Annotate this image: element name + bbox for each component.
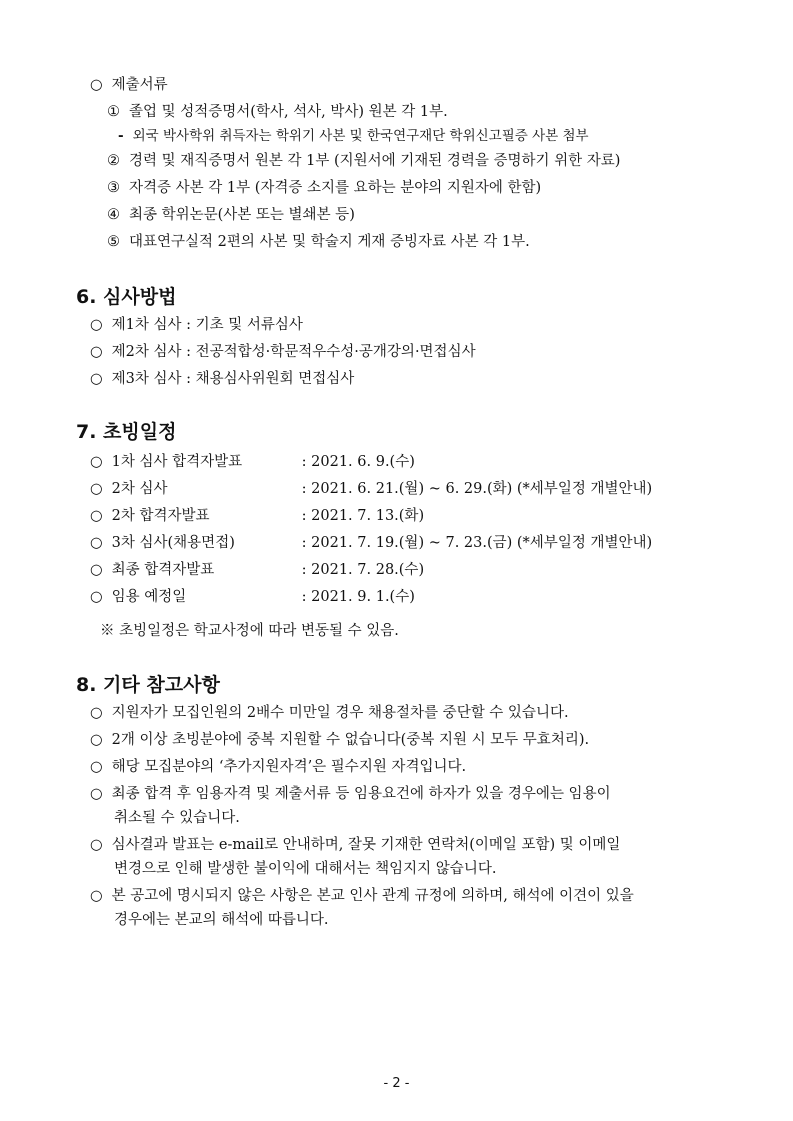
docs-item: ④ 최종 학위논문(사본 또는 별쇄본 등) xyxy=(107,207,355,223)
circle-bullet-icon: ○ xyxy=(90,481,103,497)
docs-header: ○ 제출서류 xyxy=(90,77,168,93)
sec8-item-continuation: 취소될 수 있습니다. xyxy=(114,810,240,826)
sec6-item: ○ 제3차 심사 : 채용심사위원회 면접심사 xyxy=(90,371,355,387)
circle-bullet-icon: ○ xyxy=(90,732,103,748)
circle-bullet-icon: ○ xyxy=(90,344,103,360)
schedule-row: ○ 최종 합격자발표 : 2021. 7. 28.(수) xyxy=(90,562,425,578)
sec8-item-continuation: 변경으로 인해 발생한 불이익에 대해서는 책임지지 않습니다. xyxy=(114,861,497,877)
docs-item: ① 졸업 및 성적증명서(학사, 석사, 박사) 원본 각 1부. xyxy=(107,104,448,120)
docs-item: ⑤ 대표연구실적 2편의 사본 및 학술지 게재 증빙자료 사본 각 1부. xyxy=(107,234,530,250)
circled-number-3-icon: ③ xyxy=(107,180,120,196)
circle-bullet-icon: ○ xyxy=(90,759,103,775)
page-number: - 2 - xyxy=(383,1076,410,1091)
sec8-item: ○ 지원자가 모집인원의 2배수 미만일 경우 채용절차를 중단할 수 있습니다. xyxy=(90,705,569,721)
sec8-item: ○ 심사결과 발표는 e-mail로 안내하며, 잘못 기재한 연락처(이메일 포함) 및 이메일 xyxy=(90,837,621,853)
docs-subitem: - 외국 박사학위 취득자는 학위기 사본 및 한국연구재단 학위신고필증 사본 첨부 xyxy=(118,128,589,144)
circle-bullet-icon: ○ xyxy=(90,77,103,93)
sec8-item: ○ 해당 모집분야의 ‘추가지원자격’은 필수지원 자격입니다. xyxy=(90,759,467,775)
sec8-item: ○ 본 공고에 명시되지 않은 사항은 본교 인사 관계 규정에 의하며, 해석에 이견이 있을 xyxy=(90,888,634,904)
dash-icon: - xyxy=(118,128,124,144)
schedule-row: ○ 3차 심사(채용면접) : 2021. 7. 19.(월) ~ 7. 23.(금) (*세부일정 개별안내) xyxy=(90,535,653,551)
sec8-item: ○ 2개 이상 초빙분야에 중복 지원할 수 없습니다(중복 지원 시 모두 무효처리). xyxy=(90,732,590,748)
sec6-item: ○ 제2차 심사 : 전공적합성·학문적우수성·공개강의·면접심사 xyxy=(90,344,476,360)
circle-bullet-icon: ○ xyxy=(90,562,103,578)
circled-number-1-icon: ① xyxy=(107,104,120,120)
docs-item: ③ 자격증 사본 각 1부 (자격증 소지를 요하는 분야의 지원자에 한함) xyxy=(107,180,542,196)
circled-number-4-icon: ④ xyxy=(107,207,120,223)
section-7-heading: 7. 초빙일정 xyxy=(76,421,177,443)
sec8-item-continuation: 경우에는 본교의 해석에 따릅니다. xyxy=(114,912,329,928)
schedule-row: ○ 2차 심사 : 2021. 6. 21.(월) ~ 6. 29.(화) (*세부일정 개별안내) xyxy=(90,481,653,497)
schedule-row: ○ 1차 심사 합격자발표 : 2021. 6. 9.(수) xyxy=(90,454,415,470)
schedule-note: ※ 초빙일정은 학교사정에 따라 변동될 수 있음. xyxy=(100,623,399,639)
schedule-row: ○ 2차 합격자발표 : 2021. 7. 13.(화) xyxy=(90,508,425,524)
sec8-item: ○ 최종 합격 후 임용자격 및 제출서류 등 임용요건에 하자가 있을 경우에는 임용이 xyxy=(90,786,611,802)
sec6-item: ○ 제1차 심사 : 기초 및 서류심사 xyxy=(90,317,303,333)
docs-item: ② 경력 및 재직증명서 원본 각 1부 (지원서에 기재된 경력을 증명하기 위한 자료) xyxy=(107,153,621,169)
circled-number-2-icon: ② xyxy=(107,153,120,169)
circled-number-5-icon: ⑤ xyxy=(107,234,120,250)
circle-bullet-icon: ○ xyxy=(90,317,103,333)
circle-bullet-icon: ○ xyxy=(90,508,103,524)
circle-bullet-icon: ○ xyxy=(90,705,103,721)
circle-bullet-icon: ○ xyxy=(90,454,103,470)
section-6-heading: 6. 심사방법 xyxy=(76,286,177,308)
circle-bullet-icon: ○ xyxy=(90,837,103,853)
schedule-row: ○ 임용 예정일 : 2021. 9. 1.(수) xyxy=(90,589,415,605)
circle-bullet-icon: ○ xyxy=(90,888,103,904)
circle-bullet-icon: ○ xyxy=(90,371,103,387)
circle-bullet-icon: ○ xyxy=(90,535,103,551)
circle-bullet-icon: ○ xyxy=(90,786,103,802)
circle-bullet-icon: ○ xyxy=(90,589,103,605)
section-8-heading: 8. 기타 참고사항 xyxy=(76,674,220,696)
